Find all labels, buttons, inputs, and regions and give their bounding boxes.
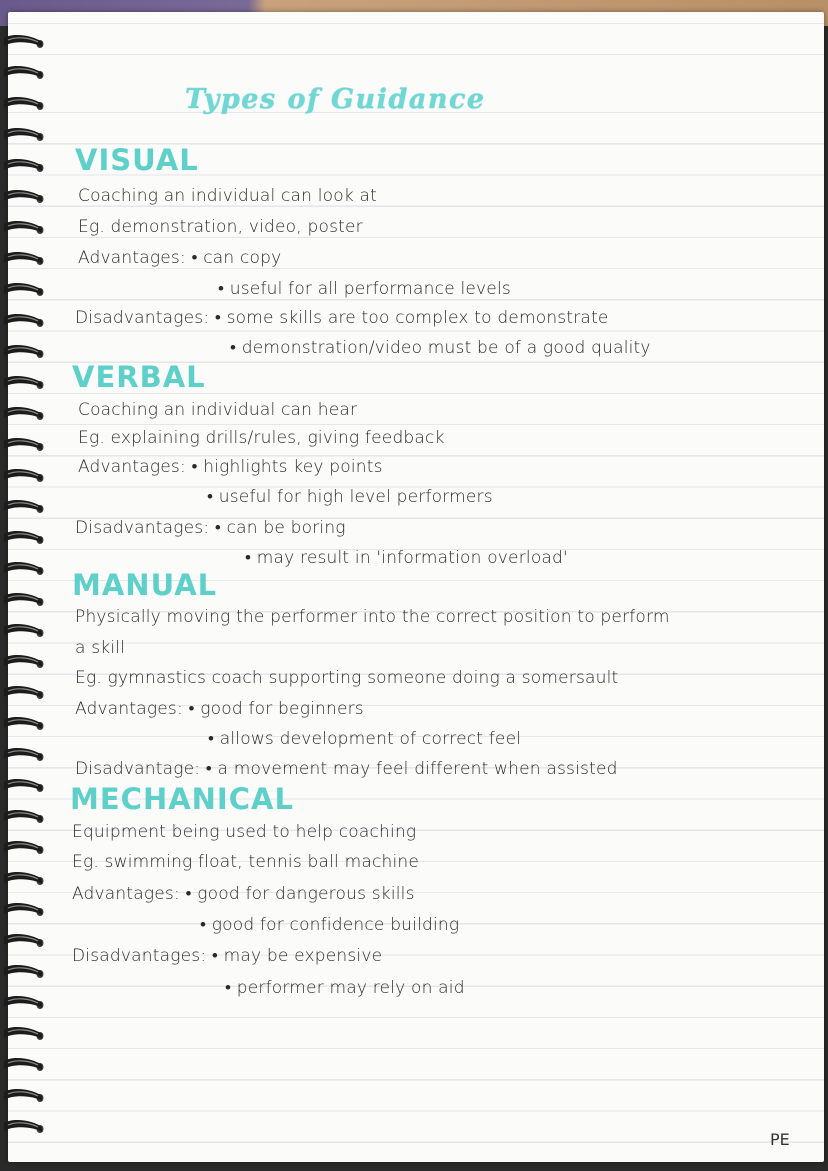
subject-label: PE [770,1130,790,1149]
mechanical-line-2: Eg. swimming float, tennis ball machine [72,852,420,872]
heading-visual: VISUAL [75,143,199,177]
heading-mechanical: MECHANICAL [70,782,294,816]
manual-line-1: Physically moving the performer into the correct position to perform [75,607,670,627]
manual-line-6: Disadvantage: • a movement may feel different when assisted [75,759,618,779]
visual-line-5: Disadvantages: • some skills are too complex to demonstrate [75,308,609,328]
verbal-line-4: • useful for high level performers [207,487,493,507]
visual-line-1: Coaching an individual can look at [78,186,378,206]
verbal-line-3: Advantages: • highlights key points [78,457,383,477]
mechanical-line-6: • performer may rely on aid [225,978,465,998]
manual-line-3: Eg. gymnastics coach supporting someone doing a somersault [75,668,619,688]
visual-line-4: • useful for all performance levels [218,279,511,299]
visual-line-6: • demonstration/video must be of a good quality [230,338,651,358]
mechanical-line-5: Disadvantages: • may be expensive [72,946,383,966]
mechanical-line-4: • good for confidence building [200,915,460,935]
verbal-line-6: • may result in 'information overload' [245,548,568,568]
visual-line-2: Eg. demonstration, video, poster [78,217,363,237]
manual-line-2: a skill [75,638,126,658]
manual-line-5: • allows development of correct feel [208,729,522,749]
page-title: Types of Guidance [185,84,486,115]
mechanical-line-3: Advantages: • good for dangerous skills [72,884,415,904]
manual-line-4: Advantages: • good for beginners [75,699,364,719]
mechanical-line-1: Equipment being used to help coaching [72,822,417,842]
visual-line-3: Advantages: • can copy [78,248,282,268]
verbal-line-5: Disadvantages: • can be boring [75,518,346,538]
heading-manual: MANUAL [72,568,218,602]
verbal-line-1: Coaching an individual can hear [78,400,358,420]
heading-verbal: VERBAL [72,360,206,394]
verbal-line-2: Eg. explaining drills/rules, giving feedback [78,428,445,448]
